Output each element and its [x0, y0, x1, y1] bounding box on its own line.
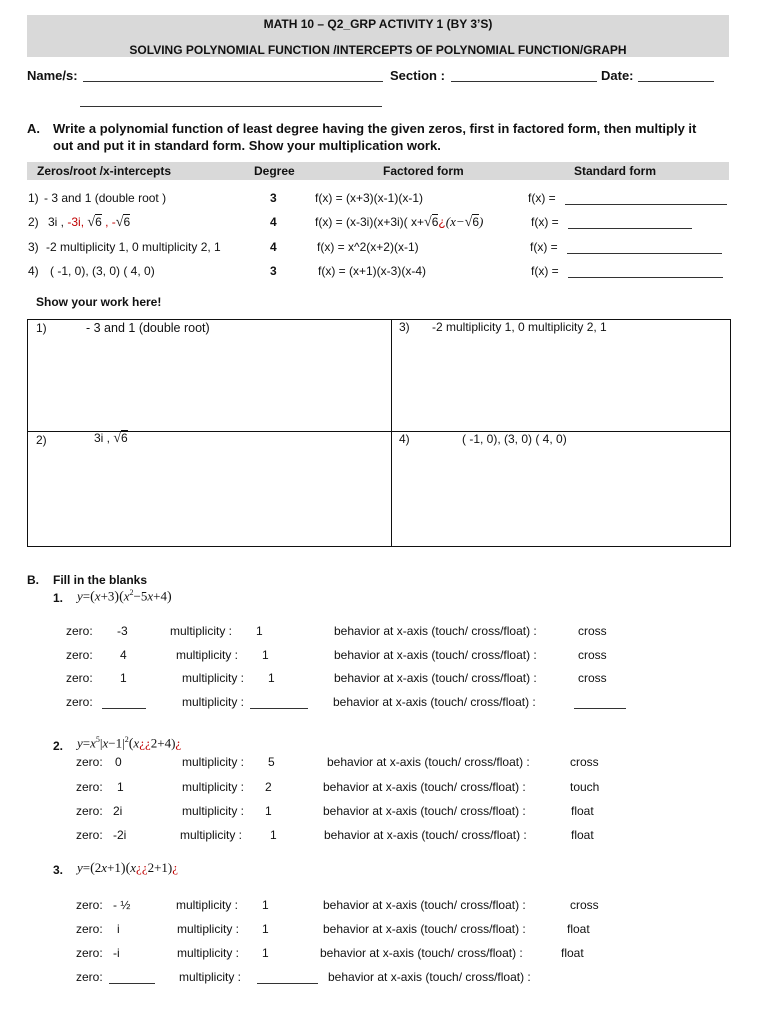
behavior-value: float [571, 828, 594, 842]
zero-value: 4 [120, 648, 127, 662]
row-2-factored-a: f(x) = (x-3i)(x+3i)( x+ [315, 215, 425, 229]
section-label: Section : [390, 68, 445, 83]
behavior-label: behavior at x-axis (touch/ cross/float) : [323, 922, 526, 936]
row-2-factored-root6: 6 [431, 215, 439, 229]
behavior-label: behavior at x-axis (touch/ cross/float) : [333, 695, 536, 709]
col-zeros: Zeros/root /x-intercepts [37, 164, 172, 178]
problem-2-num: 2. [53, 739, 64, 753]
behavior-label: behavior at x-axis (touch/ cross/float) : [328, 970, 531, 984]
eq1-plus4: +4 [153, 588, 168, 604]
multiplicity-label: multiplicity : [170, 624, 233, 638]
work-grid [27, 319, 731, 547]
row-2-num: 2) [28, 215, 39, 229]
eq2-minus1: −1 [108, 735, 123, 751]
eq3-two: 2 [94, 860, 102, 875]
row-3-zeros: -2 multiplicity 1, 0 multiplicity 2, 1 [46, 240, 221, 254]
col-factored: Factored form [383, 164, 464, 178]
row-2-zero-root6: 6 [95, 215, 102, 229]
multiplicity-value: 1 [256, 624, 263, 638]
name-label: Name/s: [27, 68, 78, 83]
multiplicity-value: 1 [262, 648, 269, 662]
row-1-factored: f(x) = (x+3)(x-1)(x-1) [315, 191, 423, 205]
eq1-x2: x [123, 588, 130, 604]
behavior-label: behavior at x-axis (touch/ cross/float) : [334, 671, 537, 685]
eq2-rest: 2+4) [150, 735, 176, 751]
part-a-instruction-1: Write a polynomial function of least degree having the given zeros, first in factored form, then multiply it [53, 121, 697, 136]
col-standard: Standard form [574, 164, 657, 178]
eq1-x: x [94, 588, 101, 604]
eq1-rparen2: ) [167, 589, 172, 605]
work-box-4-num: 4) [399, 432, 410, 446]
eq3-y: y [77, 860, 83, 875]
part-a-letter: A. [27, 121, 40, 136]
work-box-1-text: - 3 and 1 (double root) [86, 321, 210, 335]
work-box-2-num: 2) [36, 433, 47, 447]
row-4-factored: f(x) = (x+1)(x-3)(x-4) [318, 264, 426, 278]
eq2-inverted-q-end: ¿ [175, 735, 182, 751]
multiplicity-value: 1 [262, 898, 269, 912]
row-2-factored-close: ) [479, 214, 484, 229]
name-blank[interactable] [83, 81, 383, 82]
behavior-value: float [567, 922, 590, 936]
zero-value: 1 [117, 780, 124, 794]
multiplicity-label: multiplicity : [176, 648, 239, 662]
work-box-3-text: -2 multiplicity 1, 0 multiplicity 2, 1 [432, 320, 607, 334]
eq2-bar2: | [122, 735, 125, 751]
name-blank-2[interactable] [80, 106, 382, 107]
row-2-zero-3i: 3i , [48, 215, 65, 229]
row-2-zero-sep: , - [105, 215, 116, 229]
eq3-x: x [101, 860, 108, 875]
date-label: Date: [601, 68, 634, 83]
eq1-lparen2: ( [119, 589, 124, 605]
problem-1-equation [77, 588, 172, 605]
zero-label: zero: [76, 804, 103, 818]
zero-blank[interactable] [102, 708, 146, 709]
work-box-2-text-a: 3i , [94, 431, 111, 445]
behavior-label: behavior at x-axis (touch/ cross/float) : [323, 804, 526, 818]
work-box-2-text [94, 431, 128, 447]
zero-value: - ½ [113, 898, 131, 912]
multiplicity-value: 2 [265, 780, 272, 794]
eq1-y: y [77, 588, 83, 604]
multiplicity-value: 1 [270, 828, 277, 842]
section-blank[interactable] [451, 81, 597, 82]
row-1-degree: 3 [270, 191, 277, 205]
behavior-label: behavior at x-axis (touch/ cross/float) : [323, 780, 526, 794]
zero-label: zero: [76, 946, 103, 960]
behavior-label: behavior at x-axis (touch/ cross/float) : [320, 946, 523, 960]
show-work-label: Show your work here! [36, 295, 162, 309]
problem-3-num: 3. [53, 863, 64, 877]
zero-label: zero: [66, 695, 93, 709]
zero-blank[interactable] [109, 983, 155, 984]
multiplicity-value: 5 [268, 755, 275, 769]
row-4-standard-blank[interactable] [568, 277, 723, 278]
eq2-bar: | [99, 735, 103, 751]
zero-value: -i [113, 946, 120, 960]
behavior-value: touch [570, 780, 600, 794]
row-4-degree: 3 [270, 264, 277, 278]
eq3-equals: = [82, 860, 91, 875]
eq3-plus1: +1 [107, 860, 121, 875]
work-grid-vdivider [391, 319, 392, 546]
zero-label: zero: [76, 898, 103, 912]
work-box-3-num: 3) [399, 320, 410, 334]
behavior-value: float [571, 804, 594, 818]
part-b-letter: B. [27, 573, 39, 587]
zero-label: zero: [76, 780, 103, 794]
behavior-value: float [561, 946, 584, 960]
multiplicity-value: 1 [265, 804, 272, 818]
behavior-label: behavior at x-axis (touch/ cross/float) : [323, 898, 526, 912]
zero-label: zero: [76, 970, 103, 984]
row-3-standard-label: f(x) = [530, 240, 558, 254]
eq2-exp5: 5 [95, 735, 100, 744]
multiplicity-value: 1 [262, 946, 269, 960]
row-4-standard-label: f(x) = [531, 264, 559, 278]
eq2-equals: = [82, 735, 91, 751]
row-4-zeros: ( -1, 0), (3, 0) ( 4, 0) [50, 264, 155, 278]
row-2-standard-label: f(x) = [531, 215, 559, 229]
sqrt-symbol: √ [87, 215, 96, 230]
sqrt-symbol: √ [424, 215, 432, 230]
eq2-y: y [77, 735, 83, 751]
date-blank[interactable] [638, 81, 714, 82]
behavior-blank[interactable] [574, 708, 626, 709]
behavior-value: cross [578, 624, 607, 638]
eq3-rparen: ) [120, 861, 126, 876]
sqrt-symbol: √ [113, 431, 122, 446]
behavior-label: behavior at x-axis (touch/ cross/float) : [334, 624, 537, 638]
zero-value: 1 [120, 671, 127, 685]
multiplicity-label: multiplicity : [182, 804, 245, 818]
eq3-rest: 2+1) [147, 860, 173, 875]
worksheet-subtitle: SOLVING POLYNOMIAL FUNCTION /INTERCEPTS OF POLYNOMIAL FUNCTION/GRAPH [129, 43, 627, 57]
eq2-lparen: ( [128, 736, 134, 752]
row-1-standard-label: f(x) = [528, 191, 556, 205]
multiplicity-blank[interactable] [250, 708, 308, 709]
row-1-standard-blank[interactable] [565, 204, 727, 205]
multiplicity-label: multiplicity : [179, 970, 242, 984]
eq2-exp2: 2 [124, 735, 129, 744]
behavior-label: behavior at x-axis (touch/ cross/float) : [324, 828, 527, 842]
row-3-standard-blank[interactable] [567, 253, 722, 254]
multiplicity-label: multiplicity : [182, 755, 245, 769]
behavior-label: behavior at x-axis (touch/ cross/float) : [334, 648, 537, 662]
multiplicity-label: multiplicity : [180, 828, 243, 842]
row-2-factored-inverted-q: ¿ [438, 215, 446, 229]
behavior-value: cross [578, 648, 607, 662]
problem-3-equation [77, 860, 178, 877]
multiplicity-label: multiplicity : [177, 946, 240, 960]
zero-value: 0 [115, 755, 122, 769]
eq1-x3: x [147, 588, 154, 604]
row-2-zero-neg-root6: 6 [123, 215, 131, 229]
behavior-label: behavior at x-axis (touch/ cross/float) : [327, 755, 530, 769]
row-1-zeros: - 3 and 1 (double root ) [44, 191, 167, 205]
multiplicity-value: 1 [268, 671, 275, 685]
problem-1-num: 1. [53, 591, 64, 605]
sqrt-symbol: √ [115, 215, 124, 230]
row-2-factored: f(x) = (x-3i)(x+3i)( x+√6¿(x−√6) [315, 214, 484, 230]
zero-value: 2i [113, 804, 123, 818]
row-3-factored: f(x) = x^2(x+2)(x-1) [317, 240, 419, 254]
row-2-factored-x: x− [450, 214, 465, 229]
zero-label: zero: [66, 648, 93, 662]
row-2-standard-blank[interactable] [568, 228, 692, 229]
behavior-value: cross [570, 755, 599, 769]
eq1-minus5: −5 [133, 588, 148, 604]
row-4-num: 4) [28, 264, 39, 278]
behavior-value: cross [578, 671, 607, 685]
work-box-2-root6: 6 [121, 431, 128, 445]
zero-label: zero: [66, 624, 93, 638]
zero-value: -2i [113, 828, 127, 842]
row-2-degree: 4 [270, 215, 277, 229]
eq1-rparen: ) [114, 589, 120, 605]
row-2-zeros [48, 215, 130, 231]
eq2-inverted-q: ¿¿ [139, 735, 151, 751]
multiplicity-value: 1 [262, 922, 269, 936]
multiplicity-label: multiplicity : [182, 780, 245, 794]
multiplicity-label: multiplicity : [176, 898, 239, 912]
worksheet-title: MATH 10 – Q2_GRP ACTIVITY 1 (BY 3’S) [263, 17, 493, 31]
eq2-x: x [90, 735, 96, 751]
col-degree: Degree [254, 164, 295, 178]
zero-label: zero: [76, 922, 103, 936]
row-3-num: 3) [28, 240, 39, 254]
zero-value: i [117, 922, 120, 936]
zero-value: -3 [117, 624, 128, 638]
zero-label: zero: [76, 755, 103, 769]
eq3-inverted-q-end: ¿ [172, 860, 179, 875]
eq2-x3: x [133, 735, 140, 751]
work-grid-hdivider [27, 431, 730, 432]
eq1-equals: = [82, 588, 91, 604]
eq1-lparen: ( [90, 589, 95, 605]
eq3-inverted-q: ¿¿ [136, 860, 148, 875]
zero-label: zero: [66, 671, 93, 685]
eq2-x2: x [102, 735, 109, 751]
multiplicity-label: multiplicity : [182, 671, 245, 685]
eq3-lparen: ( [90, 861, 95, 876]
multiplicity-blank[interactable] [257, 983, 318, 984]
eq3-lparen2: ( [125, 861, 131, 876]
problem-2-equation [77, 735, 181, 752]
row-2-factored-root6-b: 6 [472, 215, 479, 229]
eq3-x2: x [130, 860, 137, 875]
multiplicity-label: multiplicity : [182, 695, 245, 709]
row-1-num: 1) [28, 191, 39, 205]
row-2-zero-neg-3i: -3i, [67, 215, 85, 229]
eq1-plus3: +3 [100, 588, 115, 604]
zero-label: zero: [76, 828, 103, 842]
row-3-degree: 4 [270, 240, 277, 254]
behavior-value: cross [570, 898, 599, 912]
work-box-1-num: 1) [36, 321, 47, 335]
multiplicity-label: multiplicity : [177, 922, 240, 936]
sqrt-symbol: √ [464, 215, 473, 230]
eq1-square: 2 [129, 588, 134, 597]
part-b-title: Fill in the blanks [53, 573, 148, 587]
part-a-instruction-2: out and put it in standard form. Show your multiplication work. [53, 138, 441, 153]
work-box-4-text: ( -1, 0), (3, 0) ( 4, 0) [462, 432, 567, 446]
